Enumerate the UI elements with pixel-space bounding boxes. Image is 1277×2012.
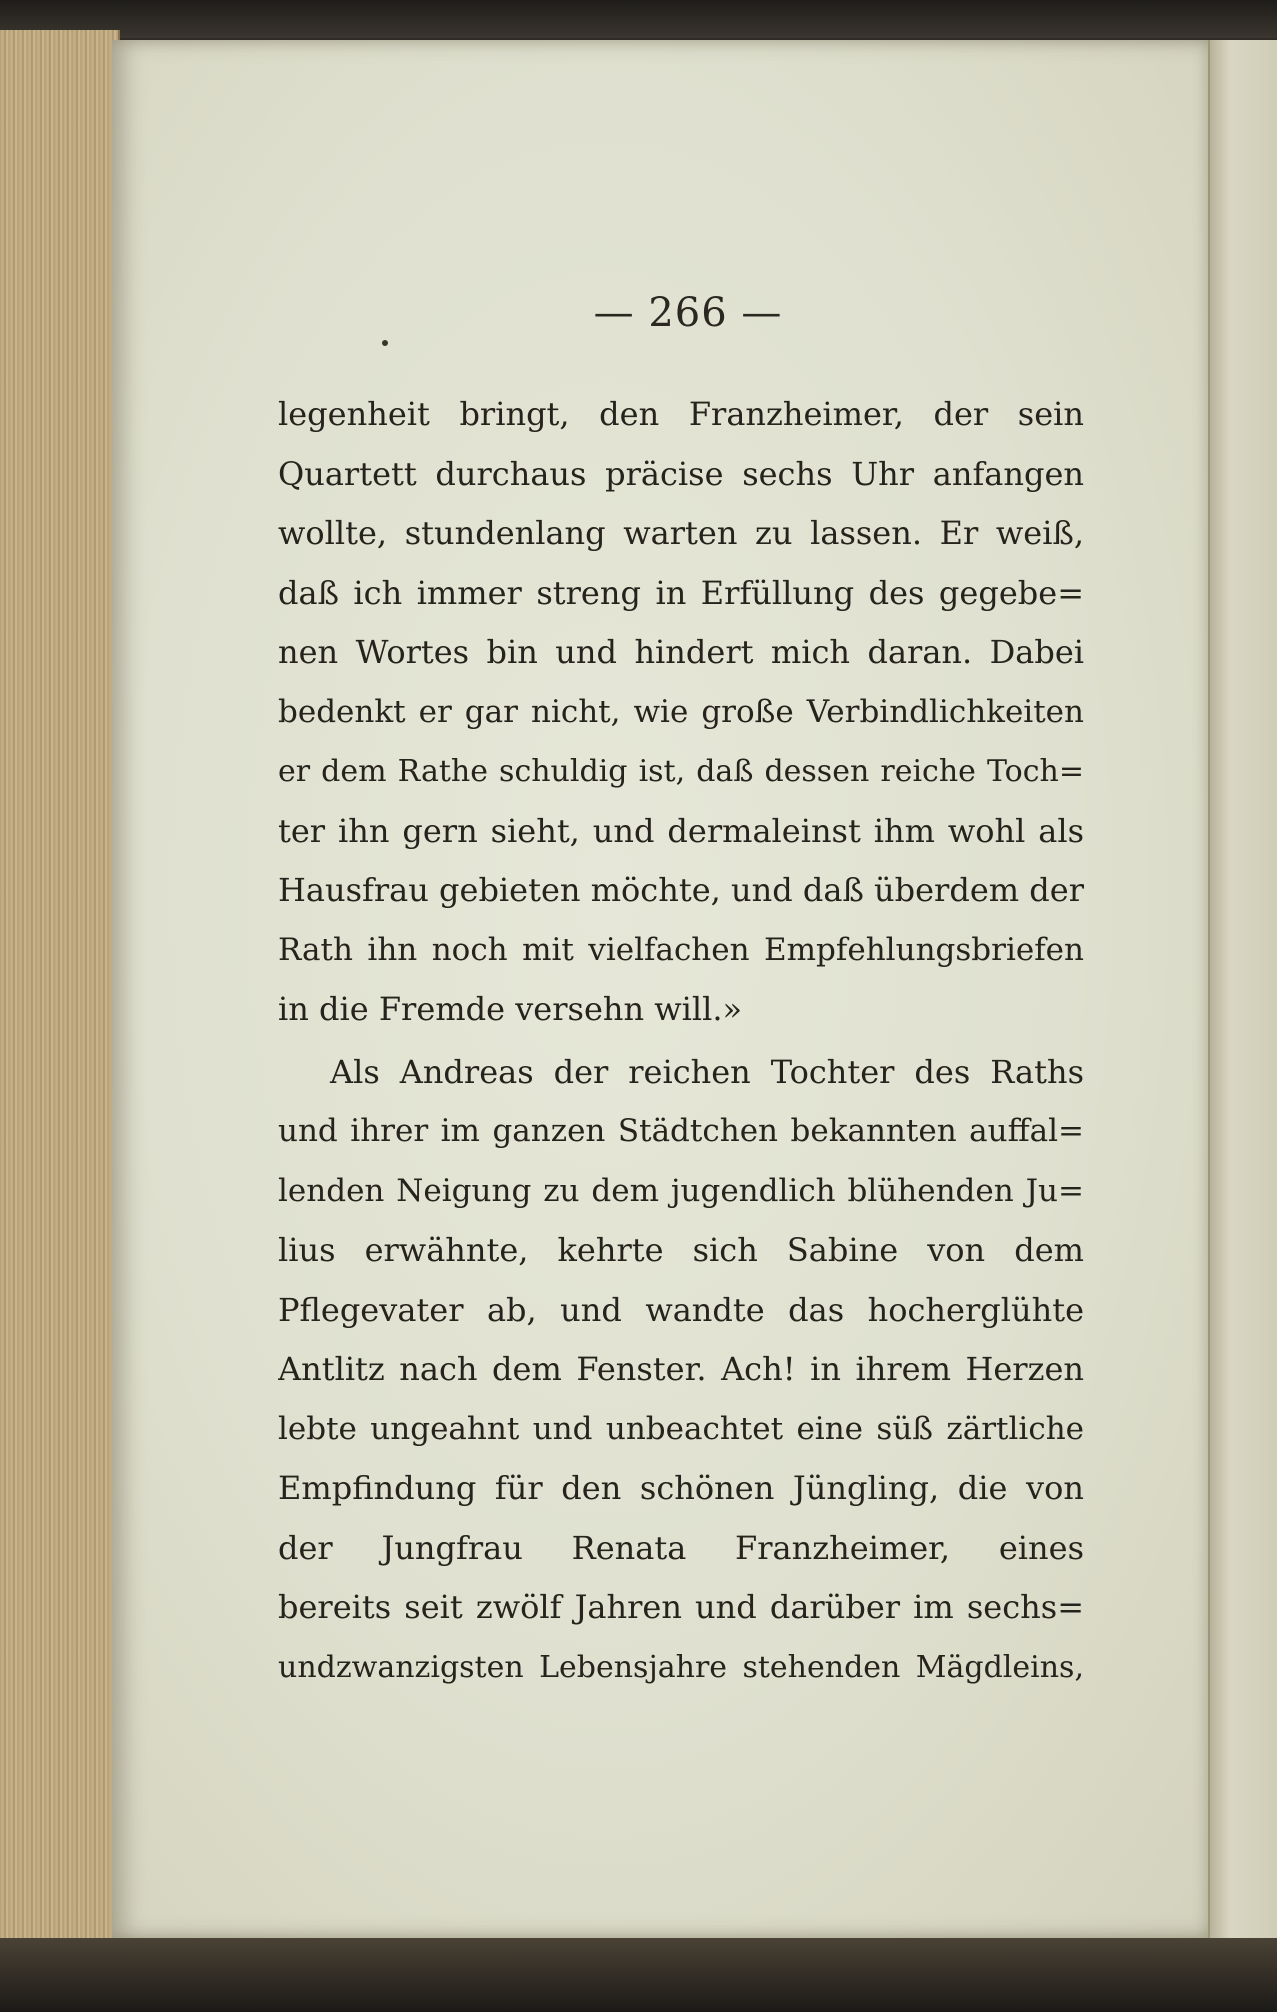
scan-bottom-edge (0, 1938, 1277, 2012)
text-line: bereits seit zwölf Jahren und darüber im sechs= (278, 1588, 1084, 1626)
text-line: Hausfrau gebieten möchte, und daß überdem der (278, 871, 1084, 909)
text-line: undzwanzigsten Lebensjahre stehenden Mägdleins, (278, 1649, 1084, 1685)
page-number: — 266 — (593, 290, 783, 336)
text-line: lebte ungeahnt und unbeachtet eine süß zärtliche (278, 1410, 1084, 1447)
text-line: Antlitz nach dem Fenster. Ach! in ihrem Herzen (278, 1350, 1084, 1388)
text-line: legenheit bringt, den Franzheimer, der sein (278, 395, 1084, 433)
body-text (278, 385, 1084, 1697)
text-line: und ihrer im ganzen Städtchen bekannten auffal= (278, 1113, 1084, 1149)
text-line: lenden Neigung zu dem jugendlich blühenden Ju= (278, 1172, 1084, 1209)
page-stack-edge (0, 30, 120, 1942)
text-line: der Jungfrau Renata Franzheimer, eines (278, 1528, 1084, 1567)
text-line: nen Wortes bin und hindert mich daran. Dabei (278, 633, 1084, 671)
text-line: Quartett durchaus präcise sechs Uhr anfangen (278, 454, 1084, 493)
text-line: Rath ihn noch mit vielfachen Empfehlungsbriefen (278, 931, 1084, 968)
scan-top-edge (0, 0, 1277, 38)
facing-page-edge (1208, 40, 1277, 1938)
text-line: ter ihn gern sieht, und dermaleinst ihm wohl als (278, 811, 1084, 850)
text-line: in die Fremde versehn will.» (278, 990, 743, 1028)
text-line: lius erwähnte, kehrte sich Sabine von dem (278, 1231, 1084, 1269)
text-line: daß ich immer streng in Erfüllung des gegebe= (278, 573, 1084, 612)
text-line: bedenkt er gar nicht, wie große Verbindlichkeiten (278, 693, 1084, 730)
text-line: Empfindung für den schönen Jüngling, die von (278, 1469, 1084, 1507)
text-line: Als Andreas der reichen Tochter des Raths (330, 1052, 1084, 1091)
text-line: er dem Rathe schuldig ist, daß dessen reiche Toch= (278, 754, 1084, 789)
ink-speck (382, 340, 388, 346)
text-line: Pflegevater ab, und wandte das hocherglühte (278, 1290, 1084, 1329)
text-line: wollte, stundenlang warten zu lassen. Er weiß, (278, 514, 1084, 552)
